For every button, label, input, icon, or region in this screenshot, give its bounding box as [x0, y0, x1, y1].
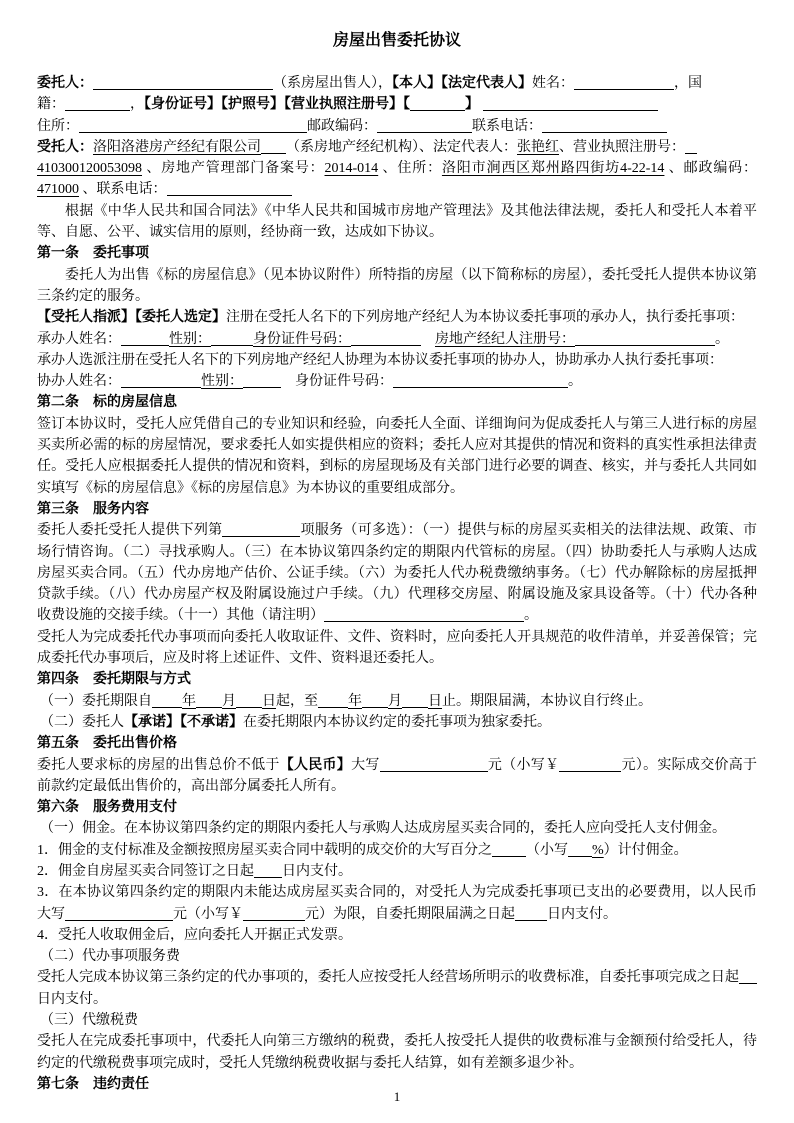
text-run: 、邮政编码： [664, 161, 758, 177]
text-run: 。 [568, 374, 582, 390]
text-run: 第七条 违约责任 [37, 1076, 149, 1092]
blank-field [362, 706, 388, 708]
blank-field [65, 109, 130, 111]
text-run: 在委托期限内本协议约定的委托事项为独家委托。 [243, 714, 551, 730]
blank-field [167, 194, 292, 196]
blank-field [121, 344, 169, 346]
paragraph [37, 73, 757, 94]
paragraph [37, 137, 757, 158]
text-run: 】 [465, 97, 479, 113]
text-run: 。 [524, 608, 538, 624]
text-run: 、房地产管理部门备案号： [142, 161, 325, 177]
text-run: 年 [348, 693, 362, 709]
text-run: 大写 [351, 757, 380, 773]
text-run: 止。期限届满，本协议自行终止。 [442, 693, 652, 709]
paragraph [37, 116, 757, 137]
text-run: 元（小写￥ [487, 757, 560, 773]
section-heading [37, 797, 757, 818]
blank-field [483, 109, 658, 111]
paragraph [37, 1010, 757, 1031]
text-run: 根据《中华人民共和国合同法》《中华人民共和国城市房地产管理法》及其他法律法规，委托人和受托人本着平等、自愿、公平、诚实信用的原则，经协商一致，达成如下协议。 [37, 203, 757, 241]
section-heading [37, 669, 757, 690]
text-run: 第二条 标的房屋信息 [37, 395, 177, 411]
section-heading [37, 733, 757, 754]
text-run: 元（小写￥ [173, 906, 243, 922]
paragraph [37, 627, 757, 670]
paragraph [37, 840, 757, 861]
text-run: 第五条 委托出售价格 [37, 736, 177, 752]
text-run: 410300120053098 [37, 161, 142, 177]
text-run: 第一条 委托事项 [37, 246, 149, 262]
blank-field [739, 982, 757, 984]
text-run: 性别： [169, 331, 211, 347]
text-run: （一）委托期限自 [40, 693, 152, 709]
blank-field [222, 535, 300, 537]
blank-field [243, 386, 281, 388]
paragraph [37, 414, 757, 499]
paragraph [37, 201, 757, 244]
blank-field [377, 131, 472, 133]
text-run: 1．佣金的支付标准及金额按照房屋买卖合同中载明的成交价的大写百分之 [37, 842, 492, 858]
text-run: 【身份证号】【护照号】【营业执照注册号】【 [144, 97, 410, 113]
text-run: 【人民币】 [279, 757, 352, 773]
text-run: 第四条 委托期限与方式 [37, 672, 191, 688]
text-run: 联系电话： [472, 118, 542, 134]
blank-field [324, 620, 524, 622]
blank-field [351, 344, 421, 346]
text-run: 委托人要求标的房屋的出售总价不低于 [37, 757, 280, 773]
text-run: 身份证件号码： [253, 331, 351, 347]
blank-field [121, 386, 201, 388]
paragraph [37, 967, 757, 1010]
blank-field [410, 109, 465, 111]
blank-field [575, 344, 715, 346]
text-run: 承办人姓名： [37, 331, 121, 347]
text-run: （系房地产经纪机构）、法定代表人： [286, 139, 517, 155]
paragraph [37, 158, 757, 201]
text-run: 身份证件号码： [295, 374, 393, 390]
text-run: 【本人】【法定代表人】 [392, 76, 532, 91]
text-run: 第三条 服务内容 [37, 501, 149, 517]
text-run: 委托人为出售《标的房屋信息》（见本协议附件）所特指的房屋（以下简称标的房屋），委托受托人提供本协议第三条约定的服务。 [37, 267, 757, 304]
blank-field [93, 88, 273, 90]
paragraph [37, 755, 757, 798]
text-run: （一）佣金。在本协议第四条约定的期限内委托人与承购人达成房屋买卖合同的，委托人应向受托人支付佣金。 [40, 821, 726, 837]
text-run: 2．佣金自房屋买卖合同签订之日起 [37, 863, 254, 879]
blank-field [152, 706, 182, 708]
paragraph [37, 329, 757, 350]
text-run: 、联系电话： [79, 182, 167, 198]
text-run: 3．在本协议第四条约定的期限内未能达成房屋买卖合同的，对受托人为完成委托事项已支出的必要费用，以人民币大写 [37, 885, 757, 922]
paragraph [37, 946, 757, 967]
text-run: 【承诺】【不承诺】 [124, 714, 243, 730]
text-run: 4．受托人收取佣金后，应向委托人开据正式发票。 [37, 927, 352, 943]
blank-field [542, 131, 667, 133]
paragraph [37, 1031, 757, 1074]
blank-field [211, 344, 253, 346]
blank-field [65, 919, 173, 921]
paragraph [37, 94, 757, 115]
text-run: 日 [428, 693, 442, 709]
text-run [281, 374, 295, 389]
section-heading [37, 499, 757, 520]
text-run: ， [130, 97, 144, 113]
text-run: 洛阳洛港房产经纪有限公司 [93, 139, 261, 155]
text-run: （系房屋出售人）， [273, 76, 392, 91]
text-run: 元）。实际成交价高于前款约定最低出售价的，高出部分属委托人所有。 [37, 757, 758, 794]
text-run: ，国 [674, 76, 702, 91]
text-run: 、营业执照注册号： [559, 139, 685, 155]
paragraph [37, 925, 757, 946]
text-run: （二）委托人 [40, 714, 124, 730]
text-run: % [592, 842, 604, 858]
blank-field [254, 876, 282, 878]
paragraph [37, 307, 757, 328]
text-run: 2014-014 [324, 161, 379, 177]
text-run: （二）代办事项服务费 [40, 949, 180, 965]
text-run: 项服务（可多选）：（一）提供与标的房屋买卖相关的法律法规、政策、市场行情咨询。（二）寻找承购人。（三）在本协议第四条约定的期限内代管标的房屋。（四）协助委托人与承购人达成房屋买卖合同。（五）代办房地产估价、公证手续。（六）为委托人代办税费缴纳事务。（七）代办解除标的房屋抵押贷款手续。（八）代办房屋产权及附属设施过户手续。（九）代理移交房屋、附属设施及家具设备等。（十）代办各种收费设施的交接手续。（十一）其他（请注明） [37, 523, 757, 624]
text-run: 月 [222, 693, 236, 709]
page-number: 1 [393, 1088, 401, 1104]
text-run: 委托人委托受托人提供下列第 [37, 523, 223, 539]
document-body [37, 73, 757, 1095]
blank-field [236, 706, 262, 708]
text-run: 受托人： [37, 139, 93, 155]
text-run: 协办人姓名： [37, 374, 121, 390]
paragraph [37, 818, 757, 839]
text-run: 受托人为完成委托代办事项而向委托人收取证件、文件、资料时，应向委托人开具规范的收件清单，并妥善保管；完成委托代办事项后，应及时将上述证件、文件、资料退还委托人。 [37, 629, 757, 667]
text-run: 房地产经纪人注册号： [435, 331, 575, 347]
text-run: 【受托人指派】【委托人选定】 [37, 310, 226, 326]
text-run: ）计付佣金。 [603, 842, 688, 858]
text-run: 日内支付。 [37, 991, 107, 1007]
text-run: 月 [388, 693, 402, 709]
blank-field [261, 152, 286, 154]
document-title: 房屋出售委托协议 [332, 32, 461, 49]
blank-field [318, 706, 348, 708]
text-run: 籍： [37, 97, 65, 113]
blank-field [79, 131, 307, 133]
text-run: 。 [715, 331, 729, 347]
text-run: 委托人： [37, 76, 93, 91]
paragraph [37, 712, 757, 733]
text-run: 第六条 服务费用支付 [37, 800, 177, 816]
blank-field [393, 386, 568, 388]
text-run: 洛阳市涧西区郑州路四街坊4-22-14 [441, 161, 665, 177]
text-run: 张艳红 [517, 139, 559, 155]
text-run [421, 332, 435, 347]
text-run: 受托人完成本协议第三条约定的代办事项的，委托人应按受托人经营场所明示的收费标准，自委托事项完成之日起 [37, 970, 739, 986]
text-run: 签订本协议时，受托人应凭借自己的专业知识和经验，向委托人全面、详细询问为促成委托人与第三人进行标的房屋买卖所必需的标的房屋情况，要求委托人如实提供相应的资料；委托人应对其提供的情况和资料的真实性承担法律责任。受托人应根据委托人提供的情况和资料，到标的房屋现场及有关部门进行必要的调查、核实，并与委托人共同如实填写《标的房屋信息》《标的房屋信息》为本协议的重要组成部分。 [37, 416, 757, 496]
blank-field [559, 770, 621, 772]
paragraph [37, 520, 757, 626]
blank-field [515, 919, 547, 921]
blank-field [402, 706, 428, 708]
text-run: 性别： [201, 374, 243, 390]
text-run: 受托人在完成委托事项中，代委托人向第三方缴纳的税费，委托人按受托人提供的收费标准与金额预付给受托人，待约定的代缴税费事项完成时，受托人凭缴纳税费收据与委托人结算，如有差额多退少补。 [37, 1034, 757, 1071]
blank-field [492, 855, 526, 857]
text-run: （小写 [526, 842, 568, 858]
text-run: 注册在受托人名下的下列房地产经纪人为本协议委托事项的承办人，执行委托事项： [226, 310, 744, 326]
text-run: 姓名： [532, 76, 574, 91]
text-run: （三）代缴税费 [40, 1013, 138, 1029]
text-run: 住所： [37, 118, 79, 134]
text-run: 日内支付。 [282, 863, 352, 879]
text-run: 邮政编码： [307, 118, 377, 134]
blank-field [380, 770, 488, 772]
text-run: 承办人选派注册在受托人名下的下列房地产经纪人协理为本协议委托事项的协办人，协助承办人执行委托事项： [37, 352, 723, 368]
blank-field [685, 152, 697, 154]
blank-field [574, 88, 674, 90]
blank-field [243, 919, 305, 921]
paragraph [37, 371, 757, 392]
text-run: 471000 [37, 182, 79, 198]
text-run: 、住所： [378, 161, 442, 177]
paragraph [37, 350, 757, 371]
paragraph [37, 861, 757, 882]
paragraph [37, 882, 757, 925]
text-run: 日 [262, 693, 276, 709]
text-run: 年 [182, 693, 196, 709]
section-heading [37, 392, 757, 413]
text-run: 日内支付。 [547, 906, 617, 922]
text-run: 起，至 [276, 693, 318, 709]
blank-field [196, 706, 222, 708]
text-run: 元）为限，自委托期限届满之日起 [305, 906, 515, 922]
blank-field [568, 855, 592, 857]
paragraph [37, 691, 757, 712]
paragraph [37, 265, 757, 308]
section-heading [37, 243, 757, 264]
